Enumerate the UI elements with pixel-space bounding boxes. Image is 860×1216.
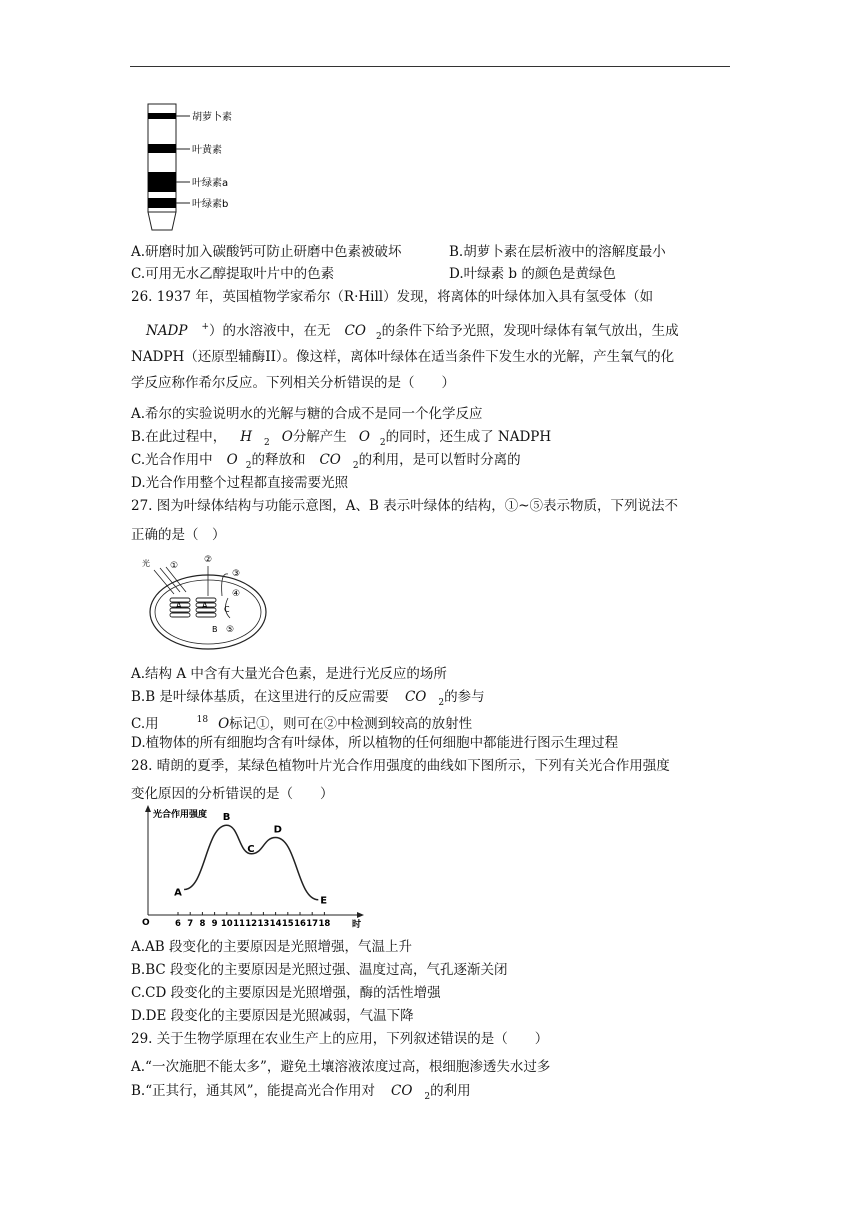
band-xanthophyll (148, 144, 176, 153)
x-tick-label: 9 (211, 919, 218, 929)
q26-stem-line4: 学反应称作希尔反应。下列相关分析错误的是（ ） (131, 375, 455, 391)
x-axis-label: 时 (352, 920, 362, 930)
band-label-chlorophyll-b: 叶绿素b (192, 199, 229, 210)
y-axis-label: 光合作用强度 (153, 810, 208, 820)
q27-option-d: D.植物体的所有细胞均含有叶绿体，所以植物的任何细胞中都能进行图示生理过程 (131, 735, 619, 751)
x-tick-label: 17 (306, 919, 319, 929)
q27-option-c: C.用 $^{18}$ O标记①，则可在②中检测到较高的放射性 (131, 715, 473, 732)
q25-options-row1 (131, 243, 666, 261)
x-tick-label: 13 (257, 919, 270, 929)
band-carotene (148, 113, 176, 119)
q27-option-b: B.B 是叶绿体基质，在这里进行的反应需要 CO $_2$的参与 (131, 689, 485, 708)
q26-option-c: C.光合作用中 O $_2$的释放和 CO $_2$的利用，是可以暂时分离的 (131, 452, 521, 471)
label-5: ⑤ (226, 625, 235, 635)
band-chlorophyll-b (148, 198, 176, 208)
light-label: 光 (142, 559, 150, 568)
q26-option-a: A.希尔的实验说明水的光解与糖的合成不是同一个化学反应 (131, 406, 483, 422)
q25-options-row2 (131, 265, 616, 283)
q28-option-d: D.DE 段变化的主要原因是光照减弱，气温下降 (131, 1008, 414, 1024)
label-2: ② (204, 555, 213, 565)
q25-option-a: A.研磨时加入碳酸钙可防止研磨中色素被破坏 (131, 244, 402, 260)
x-tick-label: 15 (281, 919, 294, 929)
band-label-chlorophyll-a: 叶绿素a (192, 178, 229, 189)
point-label-e: E (320, 895, 328, 907)
q26-stem-line2: NADP +）的水溶液中，在无 CO $_2$的条件下给予光照，发现叶绿体有氧气放出，生成 (146, 322, 679, 342)
x-tick-label: 6 (175, 919, 181, 929)
q27-stem-line1: 27. 图为叶绿体结构与功能示意图，A、B 表示叶绿体的结构，①~⑤表示物质，下列说法不 (131, 498, 679, 514)
band-chlorophyll-a (148, 172, 176, 192)
origin-label: O (142, 918, 150, 928)
photosynthesis-chart (140, 803, 370, 931)
header-rule (130, 66, 730, 67)
point-label-b: B (222, 812, 231, 824)
x-tick-label: 14 (269, 919, 282, 929)
x-tick-label: 7 (187, 919, 194, 929)
x-tick-label: 18 (318, 919, 331, 929)
band-label-xanthophyll: 叶黄素 (192, 145, 222, 156)
label-c: C (224, 605, 230, 614)
photosynthesis-curve (184, 825, 318, 899)
q28-option-a: A.AB 段变化的主要原因是光照增强，气温上升 (131, 939, 413, 955)
band-label-carotene: 胡萝卜素 (192, 112, 232, 123)
point-label-a: A (174, 887, 182, 899)
q28-stem-line2: 变化原因的分析错误的是（ ） (131, 786, 334, 802)
x-tick-label: 16 (294, 919, 306, 929)
q28-option-c: C.CD 段变化的主要原因是光照增强，酶的活性增强 (131, 985, 441, 1001)
x-tick-label: 11 (233, 919, 245, 929)
x-tick-label: 12 (245, 919, 258, 929)
q27-option-a: A.结构 A 中含有大量光合色素，是进行光反应的场所 (131, 666, 447, 682)
x-tick-label: 8 (199, 919, 206, 929)
q26-stem-line1: 26. 1937 年，英国植物学家希尔（R·Hill）发现，将离体的叶绿体加入具有氢受体（如 (131, 289, 654, 305)
label-3: ③ (232, 569, 241, 579)
chromatography-figure (140, 100, 250, 235)
q29-option-b: B.“正其行，通其风”，能提高光合作用对 CO $_2$的利用 (131, 1083, 471, 1102)
q28-option-b: B.BC 段变化的主要原因是光照过强、温度过高，气孔逐渐关闭 (131, 962, 508, 978)
label-1: ① (170, 561, 179, 571)
chloroplast-diagram (140, 552, 270, 652)
q26-option-d: D.光合作用整个过程都直接需要光照 (131, 475, 349, 491)
q25-option-b: B.胡萝卜素在层析液中的溶解度最小 (449, 244, 666, 260)
q28-stem-line1: 28. 晴朗的夏季，某绿色植物叶片光合作用强度的曲线如下图所示，下列有关光合作用强度 (131, 758, 670, 774)
label-b: B (212, 625, 218, 634)
q26-option-b: B.在此过程中， H $_2$ O分解产生 O $_2$的同时，还生成了 NADPH (131, 429, 552, 448)
q25-option-c: C.可用无水乙醇提取叶片中的色素 (131, 266, 335, 282)
point-label-c: C (247, 843, 255, 855)
q29-option-a: A.“一次施肥不能太多”，避免土壤溶液浓度过高，根细胞渗透失水过多 (131, 1059, 551, 1075)
q29-stem: 29. 关于生物学原理在农业生产上的应用，下列叙述错误的是（ ） (131, 1031, 549, 1047)
label-a-2: A (202, 601, 208, 610)
q27-stem-line2: 正确的是（ ） (131, 527, 226, 543)
q25-option-d: D.叶绿素 b 的颜色是黄绿色 (449, 266, 616, 282)
point-label-d: D (273, 824, 282, 836)
q26-stem-line3: NADPH（还原型辅酶II）。像这样，离体叶绿体在适当条件下发生水的光解，产生氧气的化 (131, 349, 675, 365)
label-a-1: A (176, 601, 182, 610)
x-tick-label: 10 (220, 919, 233, 929)
label-4: ④ (232, 589, 241, 599)
